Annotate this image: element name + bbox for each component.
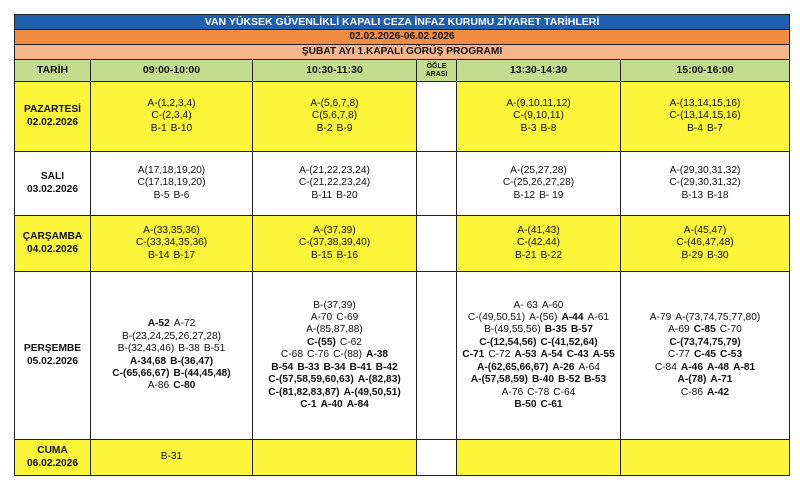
visit-entry: C-69 [336,312,359,324]
visit-entry: A-(41,43) [517,224,560,236]
visit-line [621,237,789,249]
visit-line [621,387,789,399]
slot-cell [457,216,621,272]
visit-entry: A-54 [540,349,563,361]
visit-entry: B-30 [707,249,729,261]
visit-entry: C-71 [462,349,485,361]
visit-entry: A-34,68 [129,355,167,367]
visit-entry: C-1 [300,398,317,410]
visit-entry: A-86 [147,380,170,392]
day-cell [15,82,91,152]
visit-line [91,318,252,330]
visit-line [457,312,620,324]
visit-entry: C-(49,50,51) [467,312,526,324]
lunch-gap-cell [417,152,457,216]
visit-entry: B-10 [170,122,193,134]
slot-cell [253,82,417,152]
visit-entry: A-(73,74,75,77,80) [675,312,761,324]
visit-entry: B-34 [323,361,346,373]
visit-line [253,250,416,262]
visit-line [621,110,789,122]
visit-entry: A-64 [578,361,600,373]
visit-entry: C-76 [307,349,330,361]
visit-entry: B-1 [150,122,167,134]
visit-entry: C-(29,30,31,32) [669,177,741,189]
slot-cell [457,272,621,440]
visit-entry: A-61 [587,312,610,324]
visit-line [253,110,416,122]
visit-line [253,177,416,189]
visit-entry: C-(37,38,39,40) [298,237,371,249]
visit-line [91,451,252,463]
visit-line [621,324,789,336]
visit-entry: C-(81,82,83,87) [268,386,340,398]
visit-entry: A-84 [346,398,369,410]
visit-entry: B-15 [310,249,333,261]
schedule-table [14,14,790,476]
visit-entry: B-11 [311,189,333,201]
visit-line [621,123,789,135]
visit-line [621,98,789,110]
visit-line [457,362,620,374]
day-name: PAZARTESİ [24,104,81,116]
visit-entry: C-62 [339,336,362,348]
lunch-gap-cell [417,216,457,272]
visit-entry: C-64 [553,386,576,398]
visit-entry: A-(29,30,31,32) [669,164,741,176]
visit-line [253,374,416,386]
slot-cell [621,82,790,152]
visit-entry: B-14 [147,249,170,261]
visit-line [91,190,252,202]
visit-line [457,324,620,336]
page-title: VAN YÜKSEK GÜVENLİKLİ KAPALI CEZA İNFAZ KURUMU ZİYARET TARİHLERİ [15,15,790,30]
visit-line [621,349,789,361]
visit-line [621,362,789,374]
visit-line [253,300,416,312]
visit-entry: B-22 [540,249,563,261]
visit-entry: A-(45,47) [683,224,727,236]
header-date: TARİH [15,60,91,82]
visit-entry: A-(85,87,88) [306,324,363,336]
visit-entry: B-35 [544,324,567,336]
visit-entry: C-(13,14,15,16) [669,110,741,122]
visit-entry: B-33 [297,361,320,373]
visit-line [457,110,620,122]
visit-entry: A-(49,50,51) [343,386,401,398]
visit-entry: C-80 [173,380,196,392]
visit-entry: C-45 [693,349,717,361]
visit-line [253,312,416,324]
visit-entry: B- 19 [539,189,564,201]
visit-entry: B-40 [531,374,555,386]
header-slot-2: 10:30-11:30 [253,60,417,82]
visit-entry: B-9 [336,122,353,134]
visit-entry: B-(36,47) [170,355,214,367]
visit-line [621,225,789,237]
day-date: 03.02.2026 [27,183,78,195]
visit-entry: B-13 [681,189,703,201]
visit-entry: A-26 [552,361,575,373]
visit-line [457,387,620,399]
visit-entry: B-42 [375,361,398,373]
visit-line [621,177,789,189]
visit-entry: B-(37,39) [313,299,356,311]
visit-entry: A-40 [320,398,343,410]
visit-line [457,374,620,386]
visit-line [457,123,620,135]
visit-entry: A-76 [501,386,524,398]
visit-entry: B-57 [570,324,593,336]
visit-line [253,349,416,361]
visit-line [91,343,252,355]
visit-line [253,237,416,249]
visit-line [457,98,620,110]
visit-entry: C-(12,54,56) [479,336,537,348]
visit-line [457,300,620,312]
visit-entry: A-(9,10,11,12) [506,97,571,109]
visit-entry: C-(88) [333,349,362,361]
visit-entry: C-(25,26,27,28) [502,177,575,189]
header-slot-4: 15:00-16:00 [621,60,790,82]
visit-line [621,374,789,386]
slot-cell [621,152,790,216]
visit-entry: A-(1,2,3,4) [147,97,196,109]
visit-entry: B-3 [520,122,537,134]
visit-entry: C-(57,58,59,60,63) [268,374,354,386]
visit-entry: A-71 [710,374,733,386]
visit-entry: A-53 [514,349,537,361]
visit-line [457,177,620,189]
visit-line [91,368,252,380]
visit-entry: C-(46,47,48) [676,237,734,249]
day-cell [15,216,91,272]
day-cell [15,440,91,476]
day-date: 02.02.2026 [27,116,78,128]
visit-line [253,324,416,336]
visit-line [457,165,620,177]
visit-entry: A-38 [365,349,389,361]
visit-line [91,380,252,392]
visit-line [91,98,252,110]
visit-entry: C-(42,44) [516,237,561,249]
visit-entry: B-53 [584,374,607,386]
visit-entry: C-84 [654,361,677,373]
slot-cell [91,216,253,272]
visit-entry: C-(65,66,67) [112,367,170,379]
visit-line [621,165,789,177]
visit-line [621,190,789,202]
visit-entry: C-53 [720,349,743,361]
day-row-monday [15,82,790,152]
visit-entry: B-50 [514,398,537,410]
visit-entry: B-5 [153,189,170,201]
visit-entry: A-(21,22,23,24) [299,164,370,176]
visit-entry: B-(49,55,56) [484,324,541,336]
visit-line [253,362,416,374]
header-lunch-break: ÖĞLE ARASI [417,60,457,82]
visit-entry: C(17,18,19,20) [137,177,206,189]
header-slot-3: 13:30-14:30 [457,60,621,82]
lunch-gap-cell [417,272,457,440]
visit-entry: B-31 [160,451,183,463]
slot-cell [457,152,621,216]
visit-entry: C-(9,10,11) [513,110,564,122]
visit-entry: B-52 [558,374,581,386]
visit-line [253,337,416,349]
visit-entry: C-78 [527,386,550,398]
day-name: PERŞEMBE [23,343,82,355]
visit-line [253,123,416,135]
visit-entry: A-(82,83) [357,374,401,386]
visit-entry: A-52 [147,318,170,330]
visit-entry: C-(21,22,23,24) [298,177,371,189]
visit-line [457,225,620,237]
slot-cell [253,440,417,476]
lunch-gap-cell [417,440,457,476]
visit-entry: B-29 [681,249,703,261]
slot-cell [91,440,253,476]
visit-entry: A-(5,6,7,8) [310,97,359,109]
visit-entry: A(17,18,19,20) [137,164,206,176]
visit-entry: A-79 [649,312,672,324]
visit-entry: B-51 [203,343,226,355]
visit-entry: C-72 [488,349,511,361]
visit-schedule-sheet [14,14,789,476]
slot-cell [253,216,417,272]
visit-line [621,250,789,262]
visit-line [253,225,416,237]
visit-line [91,177,252,189]
visit-entry: A-69 [668,324,690,336]
slot-cell [253,152,417,216]
day-name: ÇARŞAMBA [22,231,83,243]
visit-entry: A-48 [707,361,730,373]
visit-line [91,165,252,177]
slot-cell [621,440,790,476]
visit-line [253,98,416,110]
slot-cell [91,272,253,440]
visit-entry: C-86 [680,386,703,398]
visit-line [253,165,416,177]
slot-cell [621,272,790,440]
visit-entry: B-20 [336,189,358,201]
visit-entry: C-61 [540,398,563,410]
visit-entry: A-70 [310,312,333,324]
visit-entry: A-72 [173,318,196,330]
visit-entry: C-(2,3,4) [151,110,192,122]
day-row-thursday [15,272,790,440]
visit-entry: A-44 [561,312,584,324]
visit-entry: A-(62,65,66,67) [477,361,549,373]
visit-line [457,349,620,361]
visit-line [253,399,416,411]
visit-entry: A-(78) [677,374,707,386]
visit-line [457,237,620,249]
slot-cell [253,272,417,440]
visit-entry: A-55 [592,349,615,361]
visit-entry: A-81 [733,361,756,373]
visit-entry: B-38 [178,343,200,355]
day-row-friday [15,440,790,476]
visit-line [253,387,416,399]
header-slot-1: 09:00-10:00 [91,60,253,82]
day-cell [15,152,91,216]
date-range: 02.02.2026-06.02.2026 [15,30,790,45]
visit-line [457,399,620,411]
day-row-wednesday [15,216,790,272]
day-date: 06.02.2026 [27,457,78,469]
visit-entry: B-18 [707,189,729,201]
visit-entry: C(5,6,7,8) [311,110,358,122]
lunch-gap-cell [417,82,457,152]
visit-entry: B-(32,43,46) [117,343,175,355]
visit-entry: A-46 [680,361,703,373]
visit-entry: C-43 [566,349,589,361]
day-name: SALI [40,171,65,183]
slot-cell [457,82,621,152]
visit-entry: A-(37,39) [313,224,356,236]
visit-entry: B-8 [540,122,557,134]
visit-line [253,190,416,202]
visit-line [621,312,789,324]
day-date: 04.02.2026 [27,243,78,255]
visit-entry: B-54 [271,361,294,373]
visit-entry: B-6 [173,189,190,201]
visit-line [457,337,620,349]
visit-entry: B-4 [687,122,703,134]
visit-entry: C-70 [719,324,742,336]
visit-entry: B-17 [173,249,196,261]
program-title: ŞUBAT AYI 1.KAPALI GÖRÜŞ PROGRAMI [15,45,790,60]
slot-cell [91,82,253,152]
visit-entry: C-85 [693,324,716,336]
visit-line [91,123,252,135]
visit-entry: B-2 [316,122,333,134]
visit-line [91,356,252,368]
visit-entry: A-42 [707,386,730,398]
visit-entry: A-(56) [529,312,558,324]
visit-entry: A-(13,14,15,16) [669,97,741,109]
visit-entry: C-(73,74,75,79) [669,336,741,348]
visit-entry: B-7 [707,122,723,134]
visit-entry: B-12 [513,189,536,201]
visit-entry: C-77 [667,349,690,361]
visit-entry: C-68 [280,349,304,361]
visit-entry: A-(33,35,36) [143,224,200,236]
visit-entry: B-41 [349,361,372,373]
visit-line [91,110,252,122]
slot-cell [457,440,621,476]
visit-line [621,337,789,349]
day-date: 05.02.2026 [27,355,78,367]
day-name: CUMA [37,445,68,457]
day-cell [15,272,91,440]
visit-entry: A-(57,58,59) [470,374,528,386]
visit-line [91,331,252,343]
visit-line [91,250,252,262]
visit-line [91,225,252,237]
visit-entry: B-21 [514,249,537,261]
visit-entry: B-(44,45,48) [173,367,231,379]
visit-entry: B-16 [336,249,359,261]
visit-entry: A-60 [541,299,564,311]
visit-entry: A- 63 [513,299,538,311]
visit-entry: B-(23,24,25,26,27,28) [121,330,222,342]
visit-entry: C-(33,34,35,36) [135,237,208,249]
visit-entry: A-(25,27,28) [510,164,567,176]
slot-cell [621,216,790,272]
visit-line [91,237,252,249]
visit-line [457,190,620,202]
day-row-tuesday [15,152,790,216]
slot-cell [91,152,253,216]
visit-entry: C-(55) [307,336,336,348]
visit-line [457,250,620,262]
visit-entry: C-(41,52,64) [540,336,598,348]
